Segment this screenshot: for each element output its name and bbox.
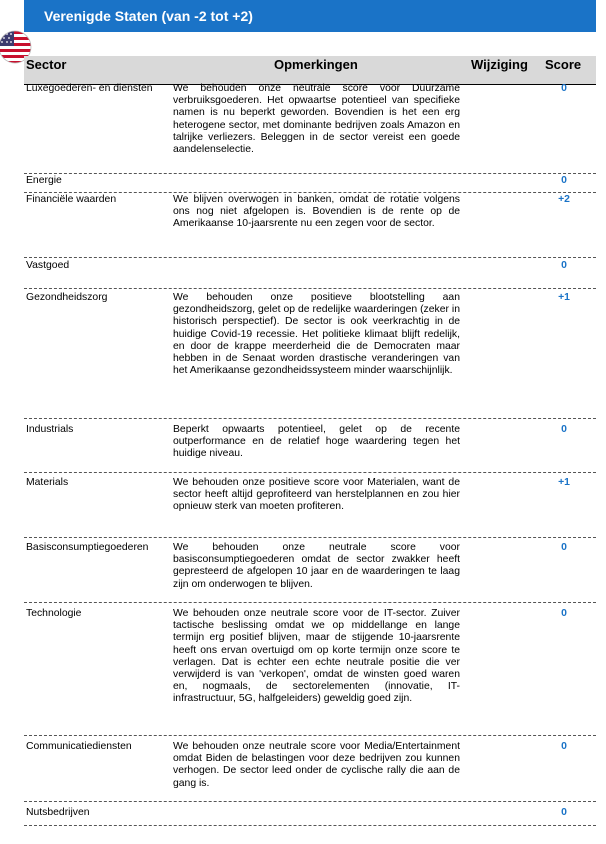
table-row [24, 609, 596, 736]
row-sector: Industrials [26, 424, 74, 435]
table-row [24, 293, 596, 419]
row-remark: We behouden onze neutrale score voor basisconsumptiegoederen omdat de sector zwakker heeft gepresteerd de afgelopen 10 jaar en de waarderingen te laag zijn om onderwogen te blijven. [173, 542, 460, 590]
row-sector: Vastgoed [26, 260, 70, 271]
row-sector: Luxegoederen- en diensten [26, 83, 153, 94]
table-row [24, 195, 596, 258]
row-sector: Materials [26, 477, 69, 488]
table-row [24, 742, 596, 802]
row-remark: We behouden onze positieve blootstelling aan gezondheidszorg, gelet op de redelijke waarderingen (zeker in historisch perspectief). De sector is ook veerkrachtig in de huidige Covid-19 recessie. Het politieke klimaat blijft redelijk, en door de krappe meerderheid die de Democraten maar hebben in de Senaat worden drastische veranderingen van het Amerikaanse gezondheidssysteem minder waarschijnlijk. [173, 292, 460, 377]
row-score: 0 [561, 83, 567, 94]
table-row [24, 261, 596, 289]
row-sector: Communicatiediensten [26, 741, 132, 752]
row-sector: Nutsbedrijven [26, 807, 90, 818]
row-sector: Energie [26, 175, 62, 186]
row-sector: Gezondheidszorg [26, 292, 108, 303]
table-header [24, 56, 596, 85]
row-remark: We behouden onze neutrale score voor Duurzame verbruiksgoederen. Het opwaartse potentieel van specifieke namen is nu beperkt geworden. Bovendien is het een erg heterogene sector, met dominante bedrijven zoals Amazon en talrijke verliezers. Beleggen in de sector vereist een goede aandelenselectie. [173, 83, 460, 156]
column-header-remarks: Opmerkingen [274, 57, 358, 72]
row-score: 0 [561, 424, 567, 435]
row-sector: Financiële waarden [26, 194, 117, 205]
section-banner [24, 0, 596, 32]
row-score: 0 [561, 608, 567, 619]
row-score: 0 [561, 542, 567, 553]
row-score: 0 [561, 175, 567, 186]
row-score: +1 [558, 292, 570, 303]
column-header-change: Wijziging [471, 57, 528, 72]
table-row [24, 478, 596, 538]
row-score: +1 [558, 477, 570, 488]
column-header-score: Score [545, 57, 582, 72]
table-row [24, 176, 596, 193]
row-remark: We blijven overwogen in banken, omdat de rotatie volgens ons nog niet afgelopen is. Bovendien is de rente op de Amerikaanse 10-jaarsrente nu een zegen voor de sector. [173, 194, 460, 230]
row-sector: Technologie [26, 608, 82, 619]
table-row [24, 84, 596, 174]
row-sector: Basisconsumptiegoederen [26, 542, 149, 553]
column-header-sector: Sector [26, 57, 67, 72]
row-remark: Beperkt opwaarts potentieel, gelet op de recente outperformance en de relatief hoge waardering tegen het huidige niveau. [173, 424, 460, 460]
table-row [24, 808, 596, 826]
table-row [24, 543, 596, 603]
row-score: +2 [558, 194, 570, 205]
row-remark: We behouden onze positieve score voor Materialen, want de sector heeft altijd geprofiteerd van herstelplannen en zou hier opnieuw sterk van moeten profiteren. [173, 477, 460, 513]
row-remark: We behouden onze neutrale score voor Media/Entertainment omdat Biden de belastingen voor deze bedrijven zou kunnen verhogen. De sector leed onder de cyclische rally die aan de gang is. [173, 741, 460, 789]
row-remark: We behouden onze neutrale score voor de IT-sector. Zuiver tactische beslissing omdat we op middellange en lange termijn erg positief blijven, maar de stijgende 10-jaarsrente heeft ons ervan overtuigd om op korte termijn onze score te verlagen. Dat is echter een echte neutrale positie die ver verwijderd is van 'verkopen', omdat de winsten goed waren en, nogmaals, de sectorelementen (innovatie, IT-infrastructuur, 5G, halfgeleiders) geweldig goed zijn. [173, 608, 460, 705]
row-score: 0 [561, 741, 567, 752]
banner-title: Verenigde Staten (van -2 tot +2) [44, 8, 253, 24]
table-row [24, 425, 596, 473]
row-score: 0 [561, 807, 567, 818]
row-score: 0 [561, 260, 567, 271]
